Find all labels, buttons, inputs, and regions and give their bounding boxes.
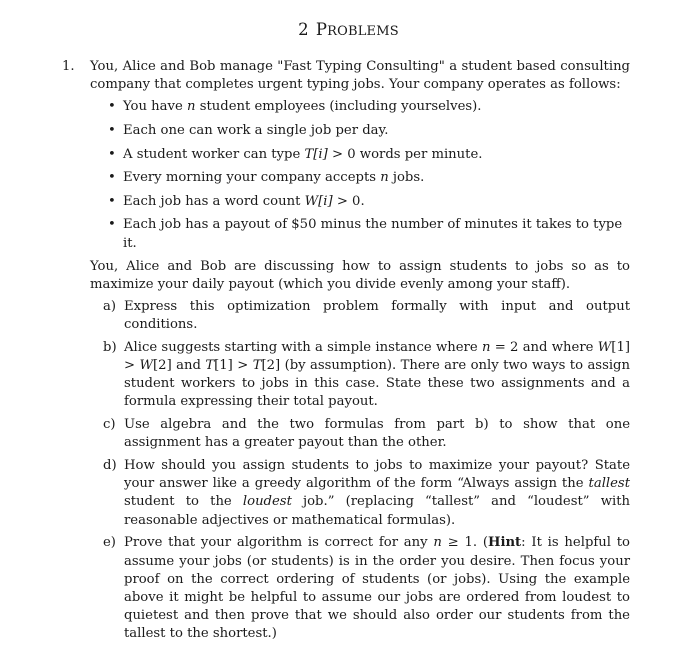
problem-number: 1.	[62, 59, 75, 74]
list-item: • Each one can work a single job per day.	[90, 122, 630, 140]
part-label: e)	[103, 535, 116, 551]
problem-intro: You, Alice and Bob manage "Fast Typing Consulting" a student based consulting company that completes urgent typing jobs. Your company operates as follows:	[90, 59, 630, 93]
section-title-rest: ROBLEMS	[327, 24, 399, 39]
part-c: c) Use algebra and the two formulas from part b) to show that one assignment has a greater payout than the other.	[103, 416, 630, 451]
bullet-icon: •	[108, 193, 116, 209]
bullet-icon: •	[108, 146, 116, 162]
list-item: • Each job has a payout of $50 minus the number of minutes it takes to type it.	[108, 217, 623, 251]
part-d: d) How should you assign students to jobs to maximize your payout? State your answer like a greedy algorithm of the form “Always assign the tallest student to the loudest job.” (replacing “tallest” and “loudest” with reasonable adjectives or mathematical formulas).	[103, 457, 630, 528]
list-item: • Each job has a word count W[i] > 0.	[90, 193, 630, 211]
part-label: d)	[103, 457, 117, 473]
part-b: b) Alice suggests starting with a simple instance where n = 2 and where W[1] > W[2] and T[1] > T[2] (by assumption). There are only two ways to assign student workers to jobs in this case. State these two assignments and a formula expressing their total payout.	[103, 339, 630, 410]
bullet-icon: •	[108, 170, 116, 186]
section-heading	[0, 20, 697, 39]
part-a: a) Express this optimization problem formally with input and output conditions.	[103, 298, 630, 332]
subquestions-list	[90, 298, 630, 644]
bullet-icon: •	[108, 99, 116, 115]
part-e: e) Prove that your algorithm is correct for any n ≥ 1. (Hint: It is helpful to assume your jobs (or students) is in the order you desire. Then focus your proof on the correct ordering of students (or jobs). Using the example above it might be helpful to assume our jobs are ordered from loudest to quietest and then prove that we should also order our students from the tallest to the shortest.)	[103, 535, 630, 642]
section-title-initial: P	[315, 20, 328, 39]
bullet-icon: •	[108, 217, 116, 233]
list-item: • You have n student employees (including yourselves).	[90, 98, 630, 116]
part-label: a)	[103, 298, 117, 314]
section-number: 2	[298, 20, 309, 39]
rules-list	[90, 98, 630, 252]
part-label: c)	[103, 416, 116, 432]
list-item: • Every morning your company accepts n jobs.	[90, 169, 630, 187]
bullet-icon: •	[108, 123, 116, 138]
problem-discussion: You, Alice and Bob are discussing how to assign students to jobs so as to maximize your daily payout (which you divide evenly among your staff).	[90, 259, 630, 293]
part-label: b)	[103, 339, 117, 355]
problem-body	[90, 58, 630, 644]
list-item: • A student worker can type T[i] > 0 words per minute.	[90, 146, 630, 164]
problem-1	[62, 58, 630, 648]
